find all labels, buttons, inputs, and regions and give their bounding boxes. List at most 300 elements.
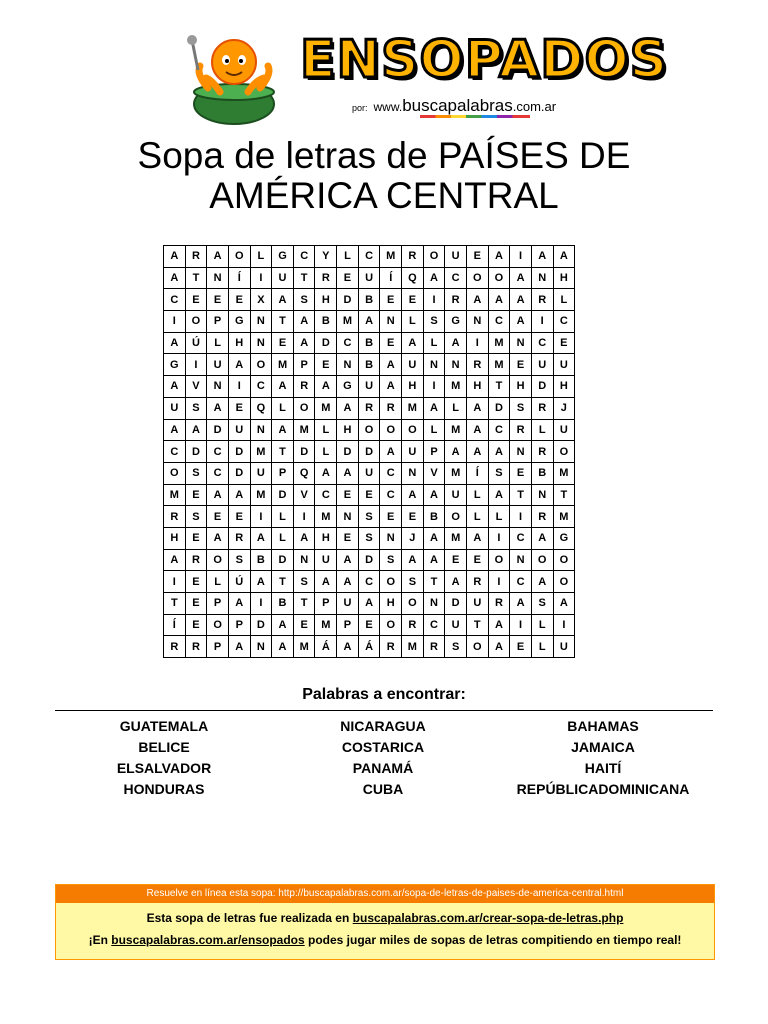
grid-cell[interactable]: A	[445, 571, 467, 593]
grid-cell[interactable]: B	[423, 506, 445, 528]
grid-cell[interactable]: T	[272, 311, 294, 333]
grid-cell[interactable]: D	[531, 376, 553, 398]
grid-cell[interactable]: A	[272, 419, 294, 441]
grid-cell[interactable]: G	[445, 311, 467, 333]
grid-cell[interactable]: R	[466, 354, 488, 376]
grid-cell[interactable]: L	[250, 246, 272, 268]
grid-cell[interactable]: O	[250, 354, 272, 376]
grid-cell[interactable]: E	[402, 506, 424, 528]
grid-cell[interactable]: M	[402, 397, 424, 419]
grid-cell[interactable]: U	[445, 246, 467, 268]
grid-cell[interactable]: A	[380, 354, 402, 376]
grid-cell[interactable]: E	[337, 527, 359, 549]
grid-cell[interactable]: H	[164, 527, 186, 549]
grid-cell[interactable]: M	[402, 636, 424, 658]
grid-cell[interactable]: I	[531, 311, 553, 333]
grid-cell[interactable]: E	[380, 506, 402, 528]
grid-cell[interactable]: E	[207, 506, 229, 528]
grid-cell[interactable]: A	[488, 289, 510, 311]
grid-cell[interactable]: I	[488, 527, 510, 549]
grid-cell[interactable]: O	[380, 419, 402, 441]
grid-cell[interactable]: A	[531, 527, 553, 549]
grid-cell[interactable]: M	[293, 419, 315, 441]
grid-cell[interactable]: M	[445, 419, 467, 441]
grid-cell[interactable]: M	[445, 527, 467, 549]
grid-cell[interactable]: A	[207, 527, 229, 549]
grid-cell[interactable]: M	[488, 354, 510, 376]
grid-cell[interactable]: Q	[402, 267, 424, 289]
grid-cell[interactable]: Í	[164, 614, 186, 636]
grid-cell[interactable]: U	[553, 636, 575, 658]
grid-cell[interactable]: L	[315, 441, 337, 463]
grid-cell[interactable]: C	[445, 267, 467, 289]
grid-cell[interactable]: E	[228, 506, 250, 528]
grid-cell[interactable]: P	[337, 614, 359, 636]
grid-cell[interactable]: U	[337, 593, 359, 615]
grid-cell[interactable]: T	[164, 593, 186, 615]
grid-cell[interactable]: A	[293, 311, 315, 333]
grid-cell[interactable]: A	[466, 441, 488, 463]
grid-cell[interactable]: S	[445, 636, 467, 658]
grid-cell[interactable]: L	[315, 419, 337, 441]
grid-cell[interactable]: M	[315, 397, 337, 419]
grid-cell[interactable]: A	[423, 397, 445, 419]
grid-cell[interactable]: B	[531, 462, 553, 484]
grid-cell[interactable]: L	[402, 311, 424, 333]
grid-cell[interactable]: D	[315, 332, 337, 354]
grid-cell[interactable]: R	[380, 397, 402, 419]
grid-cell[interactable]: I	[423, 289, 445, 311]
grid-cell[interactable]: T	[293, 593, 315, 615]
grid-cell[interactable]: I	[553, 614, 575, 636]
grid-cell[interactable]: I	[423, 376, 445, 398]
grid-cell[interactable]: U	[402, 441, 424, 463]
grid-cell[interactable]: I	[250, 506, 272, 528]
grid-cell[interactable]: C	[358, 246, 380, 268]
grid-cell[interactable]: L	[337, 246, 359, 268]
grid-cell[interactable]: A	[315, 462, 337, 484]
grid-cell[interactable]: Q	[250, 397, 272, 419]
grid-cell[interactable]: A	[466, 289, 488, 311]
grid-cell[interactable]: P	[272, 462, 294, 484]
grid-cell[interactable]: H	[466, 376, 488, 398]
grid-cell[interactable]: A	[337, 462, 359, 484]
grid-cell[interactable]: T	[293, 267, 315, 289]
grid-cell[interactable]: E	[358, 614, 380, 636]
grid-cell[interactable]: X	[250, 289, 272, 311]
grid-cell[interactable]: E	[207, 289, 229, 311]
grid-cell[interactable]: A	[510, 267, 532, 289]
grid-cell[interactable]: I	[164, 311, 186, 333]
ensopados-link[interactable]: buscapalabras.com.ar/ensopados	[111, 933, 305, 947]
grid-cell[interactable]: N	[250, 332, 272, 354]
grid-cell[interactable]: N	[423, 593, 445, 615]
grid-cell[interactable]: A	[337, 397, 359, 419]
grid-cell[interactable]: A	[488, 246, 510, 268]
grid-cell[interactable]: S	[293, 289, 315, 311]
grid-cell[interactable]: R	[358, 397, 380, 419]
grid-cell[interactable]: A	[510, 593, 532, 615]
grid-cell[interactable]: C	[510, 527, 532, 549]
grid-cell[interactable]: E	[293, 614, 315, 636]
grid-cell[interactable]: S	[423, 311, 445, 333]
grid-cell[interactable]: A	[531, 571, 553, 593]
grid-cell[interactable]: H	[228, 332, 250, 354]
grid-cell[interactable]: E	[337, 484, 359, 506]
grid-cell[interactable]: Y	[315, 246, 337, 268]
grid-cell[interactable]: V	[293, 484, 315, 506]
grid-cell[interactable]: L	[488, 506, 510, 528]
grid-cell[interactable]: A	[423, 549, 445, 571]
grid-cell[interactable]: N	[510, 332, 532, 354]
grid-cell[interactable]: I	[510, 246, 532, 268]
grid-cell[interactable]: I	[488, 571, 510, 593]
grid-cell[interactable]: M	[337, 311, 359, 333]
grid-cell[interactable]: Í	[228, 267, 250, 289]
grid-cell[interactable]: A	[293, 527, 315, 549]
grid-cell[interactable]: O	[185, 311, 207, 333]
grid-cell[interactable]: C	[380, 462, 402, 484]
grid-cell[interactable]: A	[553, 246, 575, 268]
grid-cell[interactable]: R	[164, 636, 186, 658]
grid-cell[interactable]: M	[553, 462, 575, 484]
grid-cell[interactable]: E	[510, 636, 532, 658]
grid-cell[interactable]: B	[358, 289, 380, 311]
grid-cell[interactable]: A	[510, 311, 532, 333]
grid-cell[interactable]: E	[185, 593, 207, 615]
grid-cell[interactable]: B	[272, 593, 294, 615]
grid-cell[interactable]: D	[445, 593, 467, 615]
grid-cell[interactable]: A	[164, 267, 186, 289]
grid-cell[interactable]: A	[531, 246, 553, 268]
grid-cell[interactable]: O	[207, 549, 229, 571]
grid-cell[interactable]: E	[185, 527, 207, 549]
grid-cell[interactable]: R	[531, 441, 553, 463]
grid-cell[interactable]: S	[358, 527, 380, 549]
grid-cell[interactable]: A	[402, 549, 424, 571]
grid-cell[interactable]: U	[207, 354, 229, 376]
grid-cell[interactable]: N	[207, 267, 229, 289]
grid-cell[interactable]: I	[466, 332, 488, 354]
grid-cell[interactable]: D	[488, 397, 510, 419]
grid-cell[interactable]: S	[358, 506, 380, 528]
grid-cell[interactable]: L	[445, 397, 467, 419]
grid-cell[interactable]: H	[553, 267, 575, 289]
grid-cell[interactable]: B	[358, 332, 380, 354]
grid-cell[interactable]: M	[488, 332, 510, 354]
grid-cell[interactable]: L	[272, 397, 294, 419]
grid-cell[interactable]: A	[337, 636, 359, 658]
grid-cell[interactable]: R	[185, 549, 207, 571]
grid-cell[interactable]: A	[445, 441, 467, 463]
grid-cell[interactable]: I	[510, 614, 532, 636]
grid-cell[interactable]: J	[553, 397, 575, 419]
grid-cell[interactable]: G	[272, 246, 294, 268]
grid-cell[interactable]: N	[510, 549, 532, 571]
grid-cell[interactable]: E	[337, 267, 359, 289]
grid-cell[interactable]: O	[228, 246, 250, 268]
grid-cell[interactable]: C	[531, 332, 553, 354]
grid-cell[interactable]: C	[337, 332, 359, 354]
grid-cell[interactable]: U	[402, 354, 424, 376]
grid-cell[interactable]: E	[402, 289, 424, 311]
grid-cell[interactable]: D	[228, 462, 250, 484]
grid-cell[interactable]: I	[185, 354, 207, 376]
grid-cell[interactable]: C	[380, 484, 402, 506]
grid-cell[interactable]: R	[164, 506, 186, 528]
grid-cell[interactable]: A	[315, 571, 337, 593]
grid-cell[interactable]: N	[250, 419, 272, 441]
grid-cell[interactable]: A	[488, 484, 510, 506]
grid-cell[interactable]: R	[531, 506, 553, 528]
grid-cell[interactable]: A	[380, 441, 402, 463]
grid-cell[interactable]: R	[423, 636, 445, 658]
grid-cell[interactable]: G	[553, 527, 575, 549]
grid-cell[interactable]: L	[207, 571, 229, 593]
grid-cell[interactable]: D	[250, 614, 272, 636]
grid-cell[interactable]: H	[337, 419, 359, 441]
grid-cell[interactable]: S	[185, 397, 207, 419]
grid-cell[interactable]: I	[293, 506, 315, 528]
grid-cell[interactable]: S	[228, 549, 250, 571]
grid-cell[interactable]: R	[531, 397, 553, 419]
grid-cell[interactable]: N	[207, 376, 229, 398]
grid-cell[interactable]: P	[228, 614, 250, 636]
grid-cell[interactable]: S	[185, 462, 207, 484]
grid-cell[interactable]: A	[164, 419, 186, 441]
grid-cell[interactable]: G	[337, 376, 359, 398]
grid-cell[interactable]: A	[272, 376, 294, 398]
grid-cell[interactable]: U	[531, 354, 553, 376]
grid-cell[interactable]: L	[423, 332, 445, 354]
grid-cell[interactable]: A	[358, 593, 380, 615]
create-puzzle-link[interactable]: buscapalabras.com.ar/crear-sopa-de-letras.php	[352, 911, 624, 925]
grid-cell[interactable]: N	[531, 267, 553, 289]
grid-cell[interactable]: A	[207, 246, 229, 268]
grid-cell[interactable]: M	[315, 506, 337, 528]
grid-cell[interactable]: E	[380, 289, 402, 311]
grid-cell[interactable]: A	[423, 484, 445, 506]
grid-cell[interactable]: C	[315, 484, 337, 506]
grid-cell[interactable]: C	[164, 289, 186, 311]
grid-cell[interactable]: P	[423, 441, 445, 463]
grid-cell[interactable]: R	[402, 246, 424, 268]
grid-cell[interactable]: A	[207, 397, 229, 419]
grid-cell[interactable]: P	[207, 636, 229, 658]
grid-cell[interactable]: C	[207, 462, 229, 484]
grid-cell[interactable]: A	[207, 484, 229, 506]
grid-cell[interactable]: T	[272, 571, 294, 593]
grid-cell[interactable]: E	[466, 246, 488, 268]
grid-cell[interactable]: U	[445, 614, 467, 636]
grid-cell[interactable]: C	[207, 441, 229, 463]
grid-cell[interactable]: P	[207, 311, 229, 333]
grid-cell[interactable]: G	[164, 354, 186, 376]
grid-cell[interactable]: N	[250, 636, 272, 658]
grid-cell[interactable]: O	[380, 614, 402, 636]
grid-cell[interactable]: H	[315, 527, 337, 549]
grid-cell[interactable]: A	[445, 332, 467, 354]
grid-cell[interactable]: A	[228, 593, 250, 615]
grid-cell[interactable]: U	[272, 267, 294, 289]
grid-cell[interactable]: O	[466, 267, 488, 289]
grid-cell[interactable]: A	[402, 484, 424, 506]
grid-cell[interactable]: E	[185, 614, 207, 636]
grid-cell[interactable]: A	[380, 376, 402, 398]
grid-cell[interactable]: A	[164, 376, 186, 398]
grid-cell[interactable]: T	[185, 267, 207, 289]
grid-cell[interactable]: I	[228, 376, 250, 398]
grid-cell[interactable]: T	[510, 484, 532, 506]
grid-cell[interactable]: S	[531, 593, 553, 615]
grid-cell[interactable]: Ú	[228, 571, 250, 593]
grid-cell[interactable]: N	[293, 549, 315, 571]
grid-cell[interactable]: H	[510, 376, 532, 398]
grid-cell[interactable]: C	[250, 376, 272, 398]
grid-cell[interactable]: A	[315, 376, 337, 398]
grid-cell[interactable]: O	[553, 571, 575, 593]
grid-cell[interactable]: M	[250, 484, 272, 506]
grid-cell[interactable]: O	[358, 419, 380, 441]
grid-cell[interactable]: O	[466, 636, 488, 658]
grid-cell[interactable]: A	[164, 549, 186, 571]
grid-cell[interactable]: C	[293, 246, 315, 268]
grid-cell[interactable]: R	[293, 376, 315, 398]
grid-cell[interactable]: E	[510, 462, 532, 484]
grid-cell[interactable]: C	[358, 571, 380, 593]
grid-cell[interactable]: U	[358, 376, 380, 398]
online-solve-link[interactable]: Resuelve en línea esta sopa: http://buscapalabras.com.ar/sopa-de-letras-de-paises-de-america-central.html	[56, 885, 714, 903]
grid-cell[interactable]: C	[164, 441, 186, 463]
grid-cell[interactable]: O	[293, 397, 315, 419]
grid-cell[interactable]: R	[228, 527, 250, 549]
grid-cell[interactable]: A	[272, 614, 294, 636]
grid-cell[interactable]: O	[164, 462, 186, 484]
grid-cell[interactable]: R	[510, 419, 532, 441]
grid-cell[interactable]: E	[380, 332, 402, 354]
grid-cell[interactable]: A	[358, 311, 380, 333]
grid-cell[interactable]: N	[380, 311, 402, 333]
grid-cell[interactable]: N	[380, 527, 402, 549]
grid-cell[interactable]: I	[250, 267, 272, 289]
grid-cell[interactable]: A	[250, 571, 272, 593]
grid-cell[interactable]: D	[272, 549, 294, 571]
grid-cell[interactable]: A	[164, 246, 186, 268]
grid-cell[interactable]: E	[228, 397, 250, 419]
grid-cell[interactable]: N	[466, 311, 488, 333]
grid-cell[interactable]: H	[315, 289, 337, 311]
grid-cell[interactable]: D	[207, 419, 229, 441]
grid-cell[interactable]: U	[553, 419, 575, 441]
grid-cell[interactable]: A	[185, 419, 207, 441]
grid-cell[interactable]: D	[358, 549, 380, 571]
grid-cell[interactable]: L	[531, 614, 553, 636]
grid-cell[interactable]: C	[423, 614, 445, 636]
grid-cell[interactable]: N	[337, 506, 359, 528]
grid-cell[interactable]: M	[272, 354, 294, 376]
grid-cell[interactable]: A	[272, 636, 294, 658]
grid-cell[interactable]: M	[315, 614, 337, 636]
grid-cell[interactable]: L	[272, 506, 294, 528]
grid-cell[interactable]: L	[531, 636, 553, 658]
grid-cell[interactable]: E	[185, 484, 207, 506]
grid-cell[interactable]: N	[423, 354, 445, 376]
grid-cell[interactable]: P	[293, 354, 315, 376]
grid-cell[interactable]: E	[315, 354, 337, 376]
grid-cell[interactable]: O	[553, 549, 575, 571]
grid-cell[interactable]: O	[207, 614, 229, 636]
grid-cell[interactable]: A	[293, 332, 315, 354]
grid-cell[interactable]: U	[228, 419, 250, 441]
grid-cell[interactable]: D	[293, 441, 315, 463]
grid-cell[interactable]: A	[510, 289, 532, 311]
grid-cell[interactable]: R	[185, 636, 207, 658]
grid-cell[interactable]: E	[510, 354, 532, 376]
grid-cell[interactable]: R	[185, 246, 207, 268]
grid-cell[interactable]: E	[358, 484, 380, 506]
grid-cell[interactable]: D	[272, 484, 294, 506]
grid-cell[interactable]: C	[553, 311, 575, 333]
grid-cell[interactable]: A	[466, 419, 488, 441]
grid-cell[interactable]: D	[358, 441, 380, 463]
grid-cell[interactable]: O	[488, 267, 510, 289]
grid-cell[interactable]: N	[445, 354, 467, 376]
grid-cell[interactable]: I	[164, 571, 186, 593]
grid-cell[interactable]: D	[185, 441, 207, 463]
grid-cell[interactable]: C	[488, 311, 510, 333]
grid-cell[interactable]: T	[466, 614, 488, 636]
grid-cell[interactable]: D	[337, 441, 359, 463]
grid-cell[interactable]: U	[315, 549, 337, 571]
grid-cell[interactable]: O	[423, 246, 445, 268]
grid-cell[interactable]: L	[466, 506, 488, 528]
grid-cell[interactable]: E	[185, 289, 207, 311]
grid-cell[interactable]: A	[250, 527, 272, 549]
grid-cell[interactable]: E	[466, 549, 488, 571]
grid-cell[interactable]: J	[402, 527, 424, 549]
grid-cell[interactable]: R	[380, 636, 402, 658]
grid-cell[interactable]: M	[250, 441, 272, 463]
grid-cell[interactable]: Q	[293, 462, 315, 484]
grid-cell[interactable]: M	[553, 506, 575, 528]
grid-cell[interactable]: L	[553, 289, 575, 311]
grid-cell[interactable]: U	[553, 354, 575, 376]
grid-cell[interactable]: U	[164, 397, 186, 419]
grid-cell[interactable]: A	[553, 593, 575, 615]
grid-cell[interactable]: A	[164, 332, 186, 354]
grid-cell[interactable]: A	[423, 527, 445, 549]
grid-cell[interactable]: O	[531, 549, 553, 571]
grid-cell[interactable]: E	[445, 549, 467, 571]
grid-cell[interactable]: A	[272, 289, 294, 311]
grid-cell[interactable]: Á	[358, 636, 380, 658]
grid-cell[interactable]: M	[380, 246, 402, 268]
grid-cell[interactable]: S	[293, 571, 315, 593]
grid-cell[interactable]: Í	[466, 462, 488, 484]
grid-cell[interactable]: N	[250, 311, 272, 333]
grid-cell[interactable]: V	[185, 376, 207, 398]
grid-cell[interactable]: A	[228, 636, 250, 658]
grid-cell[interactable]: E	[228, 289, 250, 311]
grid-cell[interactable]: U	[445, 484, 467, 506]
grid-cell[interactable]: L	[423, 419, 445, 441]
grid-cell[interactable]: N	[510, 441, 532, 463]
grid-cell[interactable]: P	[315, 593, 337, 615]
grid-cell[interactable]: T	[423, 571, 445, 593]
grid-cell[interactable]: M	[164, 484, 186, 506]
grid-cell[interactable]: A	[228, 354, 250, 376]
grid-cell[interactable]: V	[423, 462, 445, 484]
